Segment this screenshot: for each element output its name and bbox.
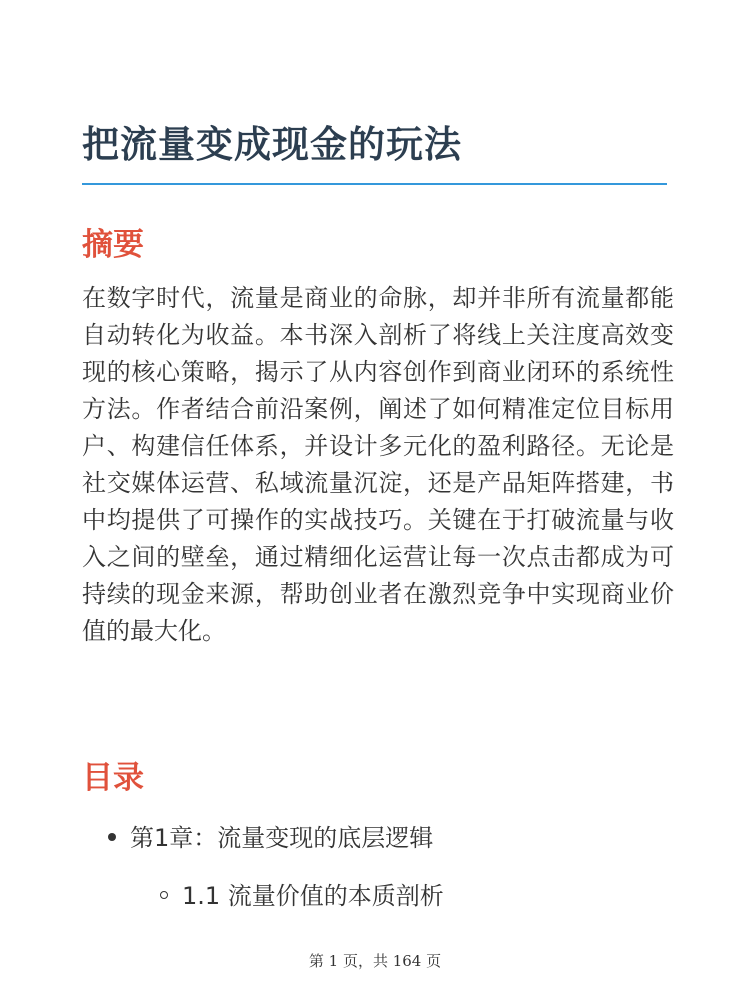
title-divider xyxy=(82,183,667,185)
bullet-disc-icon xyxy=(108,833,116,841)
toc-chapter-1-label: 第1章：流量变现的底层逻辑 xyxy=(130,824,434,852)
toc-heading: 目录 xyxy=(82,760,144,796)
summary-paragraph: 在数字时代，流量是商业的命脉，却并非所有流量都能自动转化为收益。本书深入剖析了将线上关注度高效变现的核心策略，揭示了从内容创作到商业闭环的系统性方法。作者结合前沿案例，阐述了如何精准定位目标用户、构建信任体系，并设计多元化的盈利路径。无论是社交媒体运营、私域流量沉淀，还是产品矩阵搭建，书中均提供了可操作的实战技巧。关键在于打破流量与收入之间的壁垒，通过精细化运营让每一次点击都成为可持续的现金来源，帮助创业者在激烈竞争中实现商业价值的最大化。 xyxy=(82,284,674,645)
toc-item-section-1-1[interactable] xyxy=(160,876,444,911)
summary-heading: 摘要 xyxy=(82,227,144,263)
toc-item-chapter-1[interactable] xyxy=(108,818,433,853)
toc-section-1-1-label: 1.1 流量价值的本质剖析 xyxy=(182,882,444,910)
page-footer: 第 1 页，共 164 页 xyxy=(308,952,442,970)
document-title: 把流量变成现金的玩法 xyxy=(82,123,462,166)
bullet-circle-icon xyxy=(160,891,168,899)
